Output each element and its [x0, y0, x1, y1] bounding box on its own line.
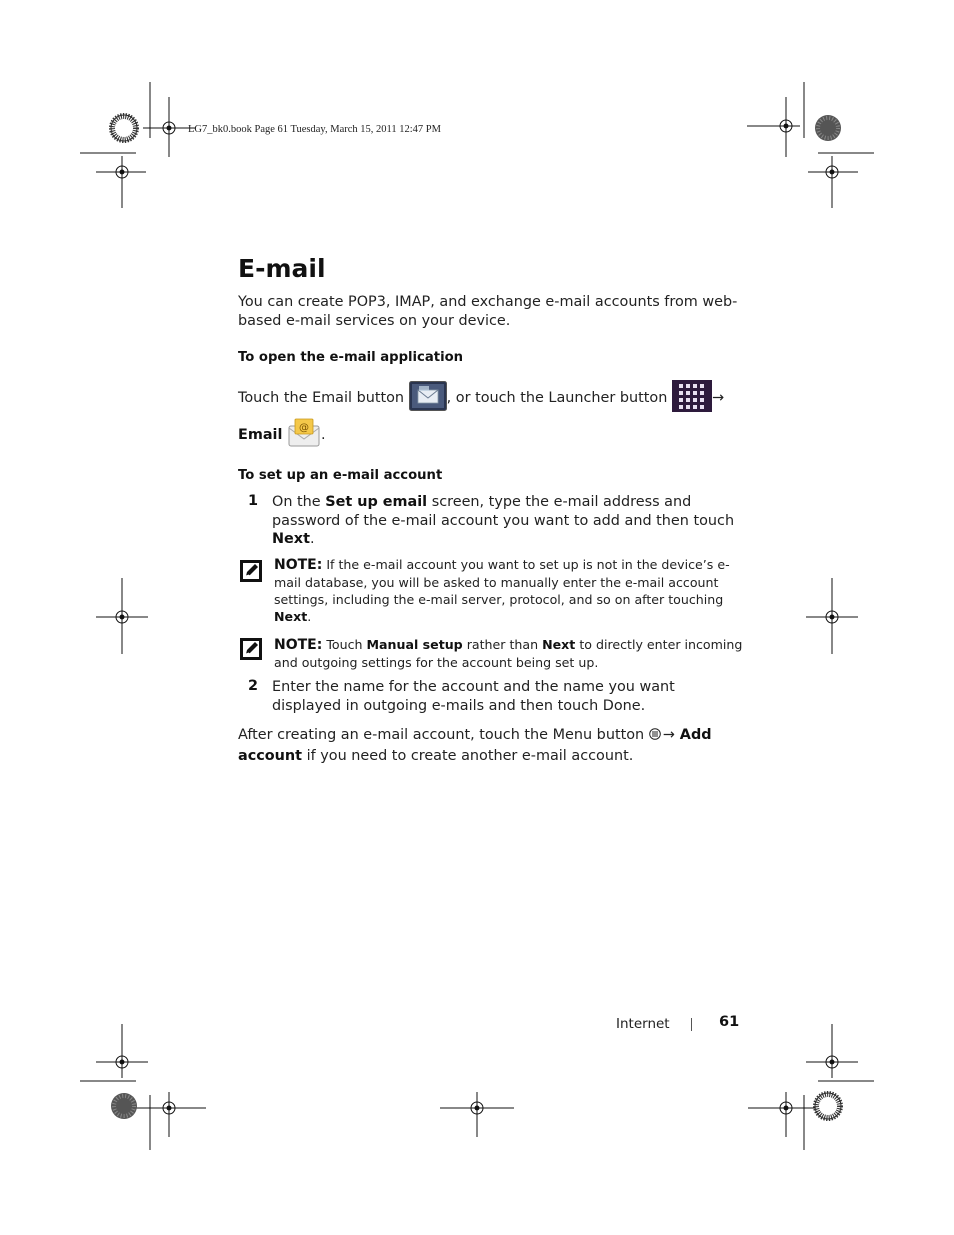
note-pencil-icon	[240, 560, 262, 582]
launcher-grid-icon	[672, 380, 712, 412]
open-text-2: , or touch the Launcher button	[446, 390, 668, 406]
setup-section-heading: To set up an e-mail account	[238, 468, 443, 483]
email-label-line	[238, 418, 748, 448]
svg-text:@: @	[298, 422, 309, 434]
page-number: 61	[719, 1014, 740, 1030]
step-2-number: 2	[248, 678, 259, 694]
step-2-text: Enter the name for the account and the name you want displayed in outgoing e-mails and then touch Done.	[272, 679, 675, 714]
after-paragraph: After creating an e-mail account, touch the Menu button → Add account if you need to create another e-mail account.	[238, 727, 712, 764]
step-1-text: On the Set up email screen, type the e-mail address and password of the e-mail account you want to add and then touch Next.	[272, 494, 735, 547]
intro-paragraph: You can create POP3, IMAP, and exchange e-mail accounts from web-based e-mail services on your device.	[238, 294, 738, 329]
email-label: Email	[238, 427, 283, 443]
note-1: NOTE: If the e-mail account you want to set up is not in the device’s e-mail database, you will be asked to manually enter the e-mail account settings, including the e-mail server, protocol, and so on after touching Next.	[274, 557, 730, 624]
email-app-icon	[409, 381, 447, 411]
note-pencil-icon	[240, 638, 262, 660]
open-instruction-line	[238, 380, 748, 412]
footer-divider	[691, 1018, 692, 1031]
footer-section-name: Internet	[616, 1016, 670, 1032]
note-2: NOTE: Touch Manual setup rather than Next to directly enter incoming and outgoing settings for the account being set up.	[274, 637, 743, 670]
arrow-1: →	[711, 390, 724, 406]
email-envelope-icon	[287, 418, 321, 448]
open-section-heading: To open the e-mail application	[238, 350, 464, 365]
menu-button-icon	[649, 726, 663, 738]
open-text-1: Touch the Email button	[238, 390, 405, 406]
page-title: E-mail	[238, 254, 326, 283]
book-info-line: LG7_bk0.book Page 61 Tuesday, March 15, 2011 12:47 PM	[188, 124, 441, 135]
step-1-number: 1	[248, 493, 259, 509]
email-period: .	[320, 427, 326, 443]
